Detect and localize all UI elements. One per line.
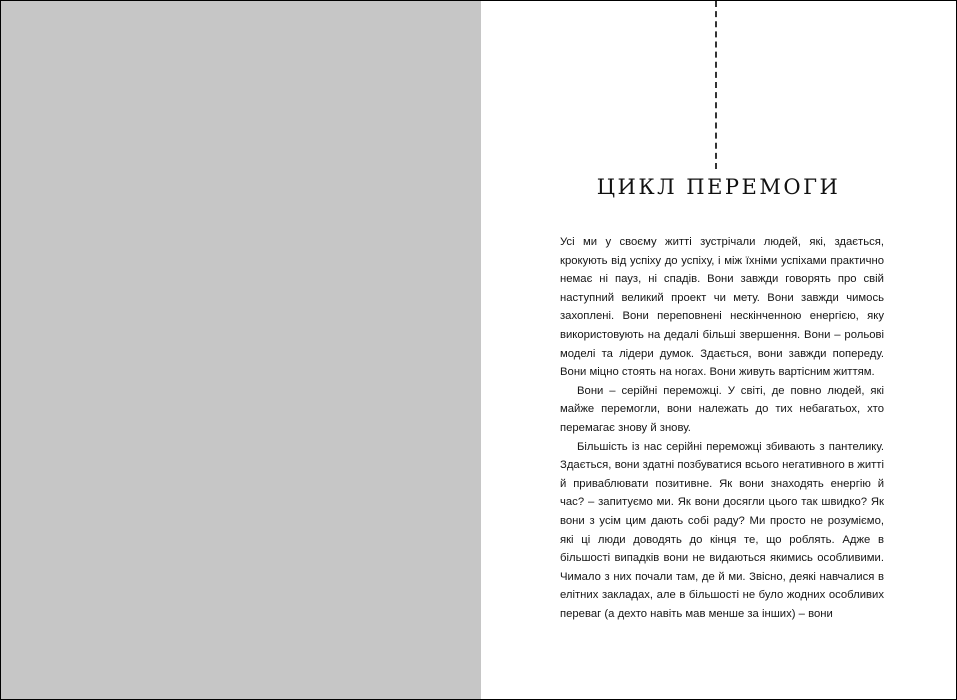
paragraph-2: Вони – серійні переможці. У світі, де повно людей, які майже перемогли, вони належать до тих небагатьох, хто перемагає знову й знову.: [560, 384, 884, 434]
body-text: [560, 233, 884, 623]
blank-left-page: [1, 1, 481, 699]
dashed-divider-line: [715, 1, 717, 169]
paragraph-1: Усі ми у своєму житті зустрічали людей, які, здається, крокують від успіху до успіху, і між їхніми успіхами практично немає ні пауз, ні спадів. Вони завжди говорять про свій наступний великий проект чи мету. Вони завжди чимось захоплені. Вони переповнені нескінченною енергією, яку використовують на дедалі більші звершення. Вони – рольові моделі та лідери думок. Здається, вони завжди попереду. Вони міцно стоять на ногах. Вони живуть вартісним життям.: [560, 236, 884, 379]
right-page: [481, 1, 956, 699]
chapter-title: ЦИКЛ ПЕРЕМОГИ: [596, 175, 841, 199]
paragraph-3: Більшість із нас серійні переможці збивають з пантелику. Здається, вони здатні позбуватися всього негативного в житті й приваблювати позитивне. Як вони знаходять енергію й час? – запитуємо ми. Як вони досягли цього так швидко? Як вони з усім цим дають собі раду? Ми просто не розуміємо, які ці люди доводять до кінця те, що роблять. Адже в більшості випадків вони не видаються якимись особливими. Чимало з них почали там, де й ми. Звісно, деякі навчалися в елітних закладах, але в більшості не було жодних особливих переваг (а дехто навіть мав менше за інших) – вони: [560, 440, 884, 620]
